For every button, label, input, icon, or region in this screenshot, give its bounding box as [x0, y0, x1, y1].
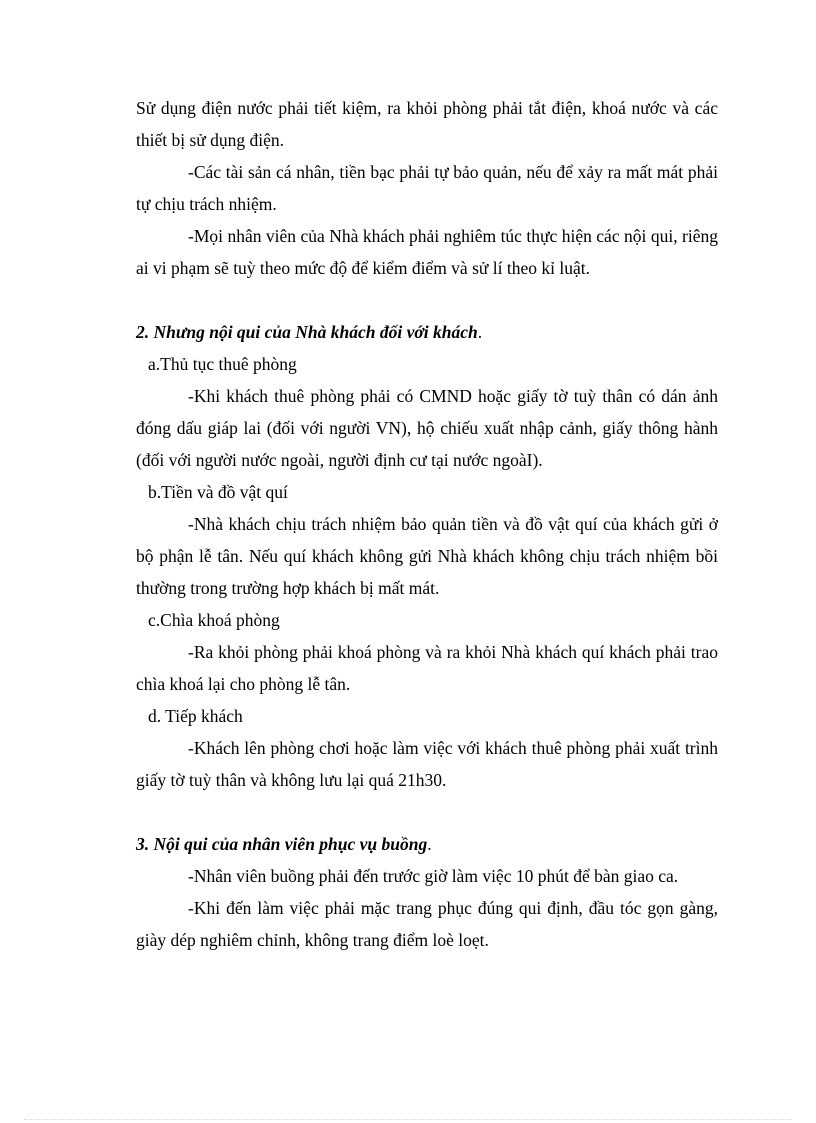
paragraph-electricity: Sử dụng điện nước phải tiết kiệm, ra khỏi phòng phải tắt điện, khoá nước và các thiết bị sử dụng điện.	[136, 98, 718, 150]
page-bottom-rule	[24, 1119, 792, 1120]
section2-heading	[136, 316, 718, 348]
section3-heading-text: 3. Nội qui của nhân viên phục vụ buồng	[136, 834, 428, 854]
section2-heading-punct: .	[477, 322, 483, 342]
section2-item-a-text: -Khi khách thuê phòng phải có CMND hoặc giấy tờ tuỳ thân có dán ảnh đóng dấu giáp lai (đối với người VN), hộ chiếu xuất nhập cảnh, giấy thông hành (đối với người nước ngoài, người định cư tại nước ngoàI).	[136, 386, 718, 470]
paragraph-staff-compliance: -Mọi nhân viên của Nhà khách phải nghiêm túc thực hiện các nội qui, riêng ai vi phạm sẽ tuỳ theo mức độ để kiểm điểm và sử lí theo kỉ luật.	[136, 226, 718, 278]
section2-item-c-label: c.Chìa khoá phòng	[148, 610, 280, 630]
section3-heading	[136, 828, 718, 860]
section2-heading-text: 2. Nhưng nội qui của Nhà khách đối với khách	[136, 322, 478, 342]
section2-item-d-label: d. Tiếp khách	[148, 706, 243, 726]
section2-item-a-label: a.Thủ tục thuê phòng	[148, 354, 297, 374]
document-body	[136, 92, 718, 956]
section2-item-b-text: -Nhà khách chịu trách nhiệm bảo quản tiền và đồ vật quí của khách gửi ở bộ phận lễ tân. Nếu quí khách không gửi Nhà khách không chịu trách nhiệm bồi thường trong trường hợp khách bị mất mát.	[136, 514, 718, 598]
section3-heading-punct: .	[427, 834, 432, 854]
section-gap	[136, 284, 718, 316]
section2-item-c-text: -Ra khỏi phòng phải khoá phòng và ra khỏi Nhà khách quí khách phải trao chìa khoá lại cho phòng lễ tân.	[136, 642, 718, 694]
section3-paragraph-arrival: -Nhân viên buồng phải đến trước giờ làm việc 10 phút để bàn giao ca.	[188, 866, 679, 886]
section2-item-d-text: -Khách lên phòng chơi hoặc làm việc với khách thuê phòng phải xuất trình giấy tờ tuỳ thân và không lưu lại quá 21h30.	[136, 738, 718, 790]
section-gap	[136, 796, 718, 828]
paragraph-personal-property: -Các tài sản cá nhân, tiền bạc phải tự bảo quản, nếu để xảy ra mất mát phải tự chịu trách nhiệm.	[136, 162, 718, 214]
section3-paragraph-uniform: -Khi đến làm việc phải mặc trang phục đúng qui định, đầu tóc gọn gàng, giày dép nghiêm chỉnh, không trang điểm loè loẹt.	[136, 898, 718, 950]
section2-item-b-label: b.Tiền và đồ vật quí	[148, 482, 288, 502]
